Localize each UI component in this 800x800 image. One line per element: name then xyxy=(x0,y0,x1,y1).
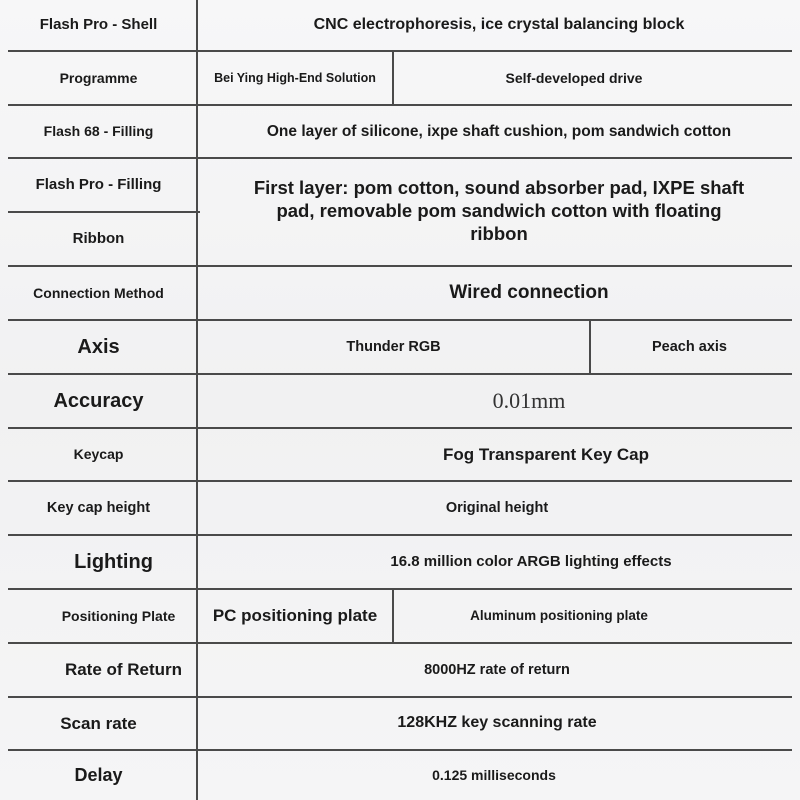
value-connection-method: Wired connection xyxy=(449,282,609,304)
value-positioning-pc: PC positioning plate xyxy=(212,606,378,626)
value-scan-rate: 128KHZ key scanning rate xyxy=(397,714,597,732)
value-flashpro-filling-line2: pad, removable pom sandwich cotton with floating xyxy=(276,200,722,222)
label-ribbon: Ribbon xyxy=(72,230,125,248)
label-connection-method: Connection Method xyxy=(33,284,164,301)
label-lighting: Lighting xyxy=(74,550,153,573)
value-shell: CNC electrophoresis, ice crystal balancing block xyxy=(313,15,685,33)
label-axis: Axis xyxy=(77,335,120,358)
label-rate-of-return: Rate of Return xyxy=(64,660,183,680)
value-flashpro-filling-line3: ribbon xyxy=(470,223,528,245)
value-keycap-height: Original height xyxy=(445,499,549,516)
label-shell: Flash Pro - Shell xyxy=(39,16,158,34)
label-scan-rate: Scan rate xyxy=(60,713,137,733)
label-positioning-plate: Positioning Plate xyxy=(61,607,176,624)
value-flash68-filling: One layer of silicone, ixpe shaft cushion, pom sandwich cotton xyxy=(266,122,732,140)
value-delay: 0.125 milliseconds xyxy=(432,767,556,784)
value-programme-drive: Self-developed drive xyxy=(505,69,643,86)
value-positioning-aluminum: Aluminum positioning plate xyxy=(470,608,648,624)
label-programme: Programme xyxy=(59,69,138,86)
label-accuracy: Accuracy xyxy=(53,389,144,412)
value-rate-of-return: 8000HZ rate of return xyxy=(424,661,570,678)
value-keycap: Fog Transparent Key Cap xyxy=(443,444,649,464)
value-programme-solution: Bei Ying High-End Solution xyxy=(214,70,376,85)
value-axis-thunder: Thunder RGB xyxy=(346,338,441,355)
label-flash68-filling: Flash 68 - Filling xyxy=(43,123,154,140)
value-lighting: 16.8 million color ARGB lighting effects xyxy=(390,553,672,571)
value-flashpro-filling-line1: First layer: pom cotton, sound absorber pad, IXPE shaft xyxy=(253,177,745,198)
value-accuracy: 0.01mm xyxy=(492,388,566,414)
value-axis-peach: Peach axis xyxy=(652,338,727,355)
label-keycap: Keycap xyxy=(73,446,124,463)
label-flashpro-filling: Flash Pro - Filling xyxy=(35,176,162,194)
label-keycap-height: Key cap height xyxy=(46,499,151,516)
label-delay: Delay xyxy=(74,765,123,786)
value-flashpro-filling xyxy=(198,159,800,265)
